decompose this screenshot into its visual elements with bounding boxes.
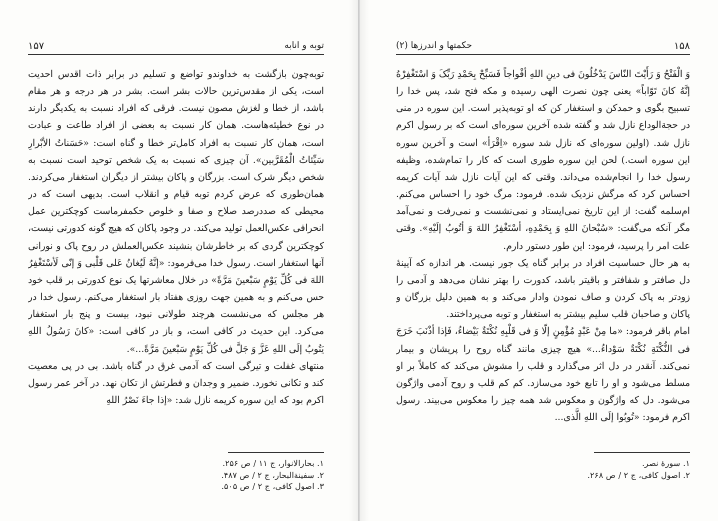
running-title: حکمتها و اندرزها (۲) [396,41,473,51]
footnote-divider [228,452,324,453]
page-header [28,38,324,55]
footnote: ۲. اصول کافی، ج ۲ / ص ۲۶۸. [587,469,690,480]
footnote: ۳. اصول کافی، ج ۲ / ص ۵۰۵. [221,481,324,491]
footnote: ۱. بحارالانوار، ج ۱۱ / ص ۲۵۶. [222,458,324,468]
paragraph: به هر حال حساسیت افراد در برابر گناه یک جور نیست. هر اندازه که آیینهٔ دل صافتر و شفافتر و باقیتر باشد، کدورت را بهتر نشان می‌دهد و آدمی را زودتر به پاک کردن و صاف نمودن وادار می‌کند و به همین دلیل بزرگان و پاکان و صاحبان قلب سلیم بیشتر به استغفار و توبه می‌پرداختند. [396,257,690,321]
footnote: ۲. سفینةالبحار، ج ۲ / ص ۴۸۷. [221,469,324,480]
page-body [28,66,324,426]
paragraph: وَ الْفَتْحُ وَ رَأَیْتَ النّاسَ یَدْخُلُونَ فی دینِ اللهِ أفْواجاً فَسَبِّحْ بِحَمْدِ رَبِّکَ وَ اسْتَغْفِرْهُ إنَّهُ کانَ تَوّاباً» یعنی چون نصرت الهی رسیده و مکه فتح شد، پس خدا را تسبیح بگوی و حمدکن و استغفار کن که او توبه‌پذیر است. این سوره در منی در حجةالوداع نازل شد و گفته شده آخرین سوره‌ای است که بر رسول اکرم نازل شد. (اولین سوره‌ای که نازل شد سوره «اِقْرَأ» است و آخرین سوره این سوره است.) لحن این سوره طوری است که کار را تمام‌شده، وظیفه رسول خدا را انجام‌شده می‌داند. وقتی که این آیات نازل شد آیات کریمه احساس کرد که مرگش نزدیک شده. فرمود: مرگ خود را احساس می‌کنم. ام‌سلمه گفت: از این تاریخ نمی‌ایستاد و نمی‌نشست و نمی‌رفت و نمی‌آمد مگر آنکه می‌گفت: «سُبْحانَ اللهِ وَ بِحَمْدِهِ، أسْتَغْفِرُ اللهَ وَ أتُوبُ إلَیْهِ». وقتی علت امر را پرسید، فرمود: این طور دستور دارم. [396,69,690,252]
page-number: ۱۵۷ [28,40,45,52]
paragraph: امام باقر فرمود: «ما مِنْ عَبْدٍ مُؤْمِنٍ إلّا وَ فی قَلْبِهِ نُکْتَةٌ بَیْضاءُ، فَإذا أذْنَبَ خَرَجَ فی النُّکْتَةِ نُکْتَةٌ سَوْداءُ...» هیچ چیزی مانند گناه روح را پریشان و بیمار نمی‌کند. آنقدر در دل اثر می‌گذارد و قلب را مشوش می‌کند که کاملاً بر او مسلط می‌شود و او را تابع خود می‌سازد. کم کم قلب و روح آدمی واژگون می‌شود. دل که واژگون و معکوس شد همه چیز را معکوس می‌بیند. رسول اکرم فرمود: «تُوبُوا إلَی اللهِ الَّذی... [396,326,690,424]
page-body [396,66,690,426]
footnotes [396,458,690,481]
page-number: ۱۵۸ [673,40,690,52]
paragraph: منتهای غفلت و تیرگی است که آدمی غرق در گناه باشد. بی در پی معصیت کند و تکانی نخورد. ضمیر و وجدان و فطرتش از تکان نهد. در آخر عمر رسول اکرم بود که این سوره کریمه نازل شد: «إذا جاءَ نَصْرُ اللهِ [28,360,324,406]
running-title: توبه و انابه [284,41,324,51]
paragraph: توبه‌چون بازگشت به خداوندو تواضع و تسلیم در برابر ذات اقدس احدیت است، یکی از مقدس‌ترین حالات بشر است. بشر در هر درجه و هر مقام باشد، از خطا و لغزش مصون نیست. فرقی که افراد نسبت به یکدیگر دارند در نوع خطیئه‌هاست. همان کار نسبت به بعضی از افراد طاعت و عبادت است، همان کار نسبت به افراد کامل‌تر خطا و گناه است: «حَسَناتُ الأبْرارِ سَیِّئاتُ الْمُقَرَّبین». آن چیزی که نسبت به یک شخص توحید است نسبت به شخص دیگر شرک است. بزرگان و پاکان بیشتر از دیگران استغفار می‌کردند. همان‌طوری که عرض کردم توبه قیام و انقلاب است. بدیهی است که در محیطی که صددرصد صلاح و صفا و خلوص حکمفرماست کوچکترین عمل انحرافی عکس‌العمل تولید می‌کند. در وجود پاکان که هیچ گونه کدورتی نیست، کوچکترین گردی که بر خاطرشان بنشیند عکس‌العملش در روح پاک و نورانی آنها استغفار است. رسول خدا می‌فرمود: «إنَّهُ لَیُغانُ عَلی قَلْبی وَ إنّی لَأسْتَغْفِرُ اللهَ فی کُلِّ یَوْمٍ سَبْعینَ مَرَّةً» در خلال معاشرتها یک نوع کدورتی بر قلب خود حس می‌کنم و به همین جهت روزی هفتاد بار استغفار می‌کنم. رسول خدا در هر مجلس که می‌نشست هرچند طولانی نبود، بیست و پنج بار استغفار می‌کرد. این حدیث در کافی است، و باز در کافی است: «کانَ رَسُولُ اللهِ یَتُوبُ إلَی اللهِ عَزَّ وَ جَلَّ فی کُلِّ یَوْمٍ سَبْعینَ مَرَّةً...». [28,69,324,355]
footnote-divider [594,452,690,453]
footnote: ۱. سورهٔ نصر. [641,458,690,468]
page-header [396,38,690,55]
right-page [359,0,718,521]
footnotes [28,458,324,493]
